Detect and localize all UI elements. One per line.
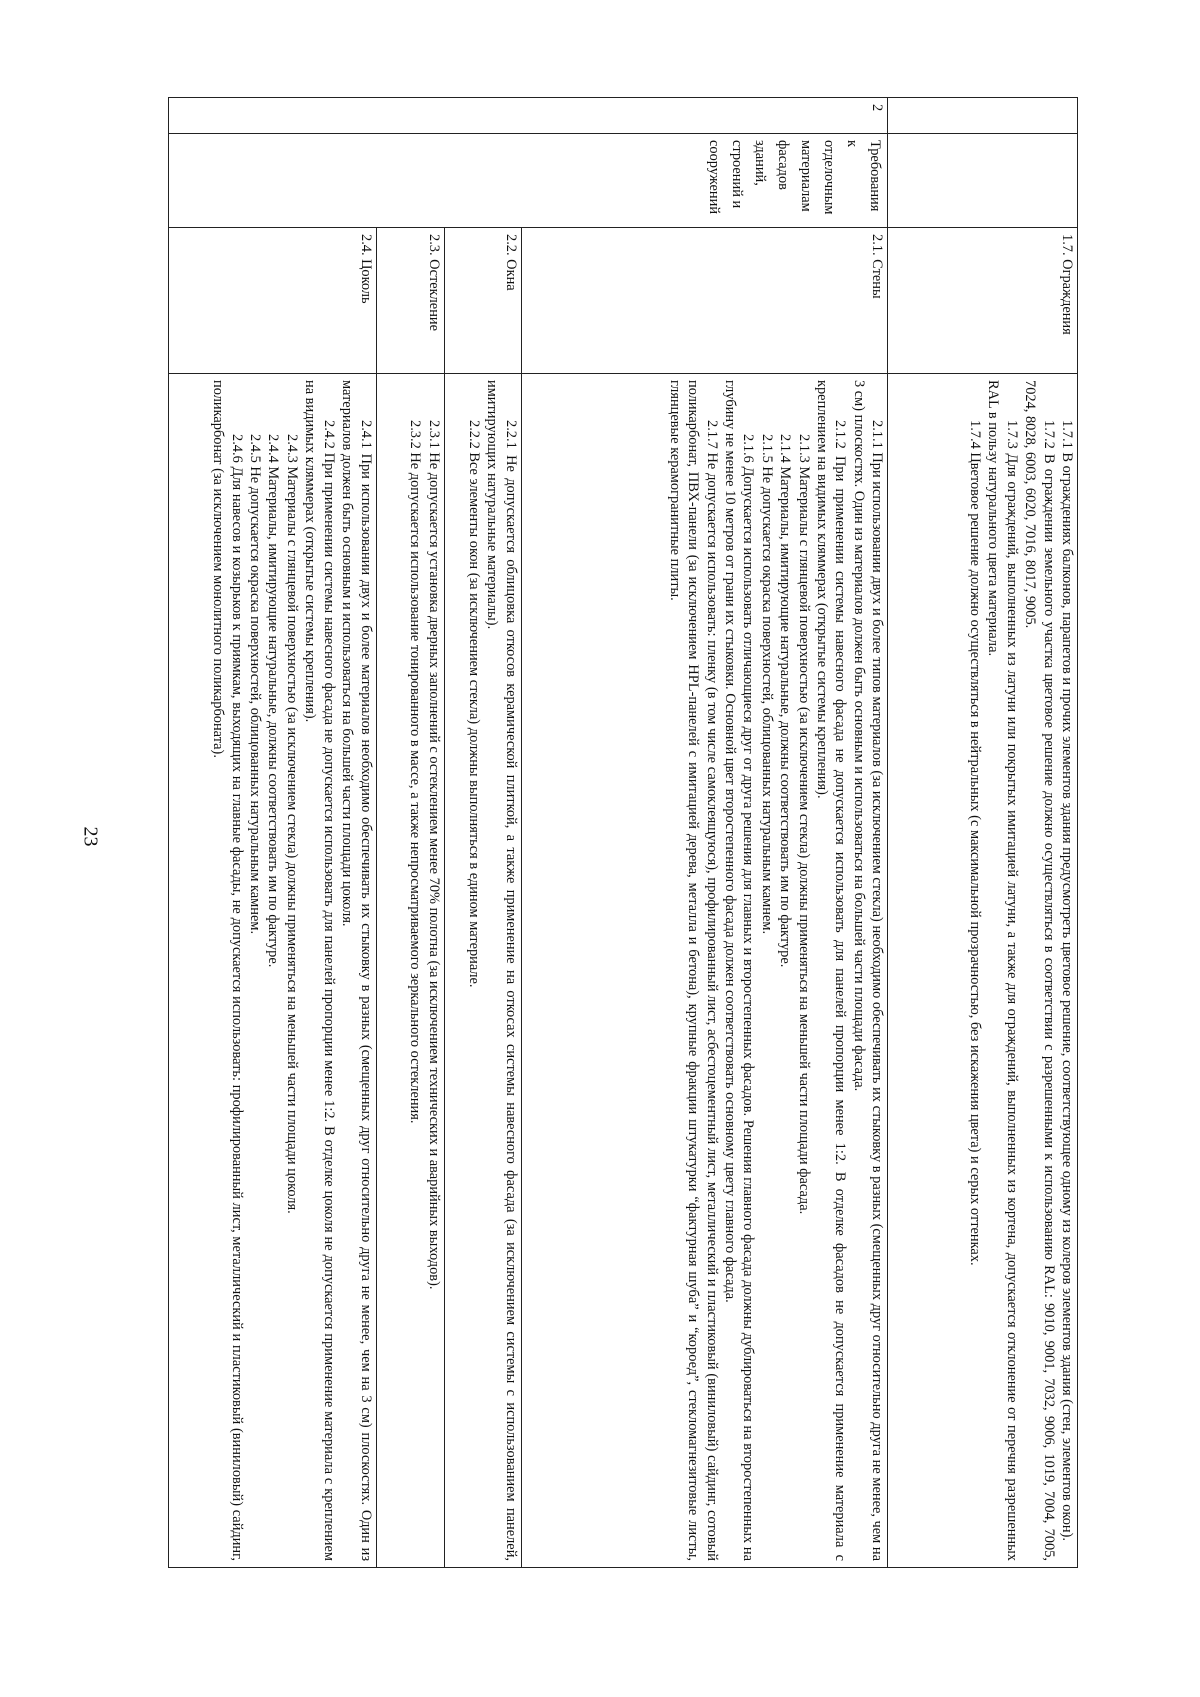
- list-item: 2.4.4 Материалы, имитирующие натуральные, должны соответствовать им по фактуре.: [265, 434, 282, 968]
- list-item: 2.2.2 Все элементы окон (за исключением стекла) должны выполняться в едином материале.: [465, 420, 482, 988]
- list-item: 2.4.5 Не допускается окраска поверхностей, облицованных натуральным камнем.: [247, 434, 264, 935]
- list-item: 2.1.6 Допускается использовать отличающиеся друг от друга решения для главных и второстепенных фасадов. Решения главного фасада должны дублироваться на второстепенных на глубину не менее 10 метров от грани их стыковки. Основной цвет второстепенного фасада должен соответствовать основному цвету главного фасада.: [721, 380, 757, 1561]
- list-item: 1.7.1 В ограждениях балконов, парапетов и прочих элементов здания предусмотреть цветовое решение, соответствующее одному из колеров элементов здания (стен, элементов окон).: [1059, 420, 1075, 1542]
- table-row: [521, 98, 888, 1568]
- page-number: 23: [79, 826, 102, 847]
- list-item: 2.4.6 Для навесов и козырьков к приямкам, выходящих на главные фасады, не допускается использовать: профилированный лист, металлический и пластиковый (виниловый) сайдинг, поликарбонат (за исключением монолитного поликарбоната).: [210, 380, 245, 1561]
- list-item: 2.4.3 Материалы с глянцевой поверхностью (за исключением стекла) должны применяться на меньшей части площади цоколя.: [283, 434, 300, 1214]
- requirements-table: [168, 97, 1078, 1568]
- requirements-text-cell: [521, 374, 888, 1568]
- list-item: 2.4.2 При применении системы навесного фасада не допускается использовать для панелей пропорции менее 1:2. В отделке цоколя не допускается применение материала с креплением на видимых кляммерах (открытые системы крепления).: [302, 380, 337, 1561]
- element-cell: 2.1. Стены: [521, 228, 888, 374]
- requirements-text-cell: [169, 374, 377, 1568]
- requirements-text-cell: [888, 374, 1078, 1568]
- list-item: 2.1.3 Материалы с глянцевой поверхностью (за исключением стекла) должны применяться на меньшей части площади фасада.: [795, 434, 812, 1215]
- table-row: [444, 98, 521, 1568]
- section-number-cell: [888, 98, 1078, 134]
- table-row: [169, 98, 377, 1568]
- list-item: 2.1.7 Не допускается использовать: пленку (в том числе самоклеящуюся), профилированный лист, асбестоцементный лист, металлический и пластиковый (виниловый) сайдинг, сотовый поликарбонат, ПВХ-панели (за исключением HPL-панелей с имитацией дерева, металла и бетона), крупные фракции штукатурки “фактурная шуба” и “короед”, стекломагнезитовые листы, глянцевые керамогранитные плиты.: [666, 380, 720, 1561]
- requirements-text-cell: [444, 374, 521, 1568]
- list-item: 2.4.1 При использовании двух и более материалов необходимо обеспечивать их стыковку в разных (смещенных друг относительно друга не менее, чем на 3 см) плоскостях. Один из материалов должен быть основным и использоваться на большей части площади цоколя.: [339, 380, 374, 1561]
- list-item: 2.1.1 При использовании двух и более типов материалов (за исключением стекла) необходимо обеспечивать их стыковку в разных (смещенных друг относительно друга не менее, чем на 3 см) плоскостях. Один из материалов должен быть основным и использоваться на большей части площади фасада.: [850, 380, 886, 1561]
- list-item: 1.7.2 В ограждении земельного участка цветовое решение должно осуществляться в соответствии с разрешенными к использованию RAL: 9010, 9001, 7032, 9006, 1019, 7004, 7005, 7024, 8028, 6003, 6020, 7016, 8017, 9005.: [1022, 380, 1057, 1561]
- list-item: 2.3.2 Не допускается использование тонированного в массе, а также непросматриваемого зеркального остекления.: [407, 420, 424, 1124]
- list-item: 2.1.4 Материалы, имитирующие натуральные, должны соответствовать им по фактуре.: [777, 434, 794, 968]
- element-cell: 2.4. Цоколь: [169, 228, 377, 374]
- list-item: 1.7.3 Для ограждений, выполненных из латуни или покрытых имитацией латуни, а также для ограждений, выполненных из кортена, допускается отклонение от перечня разрешенных RAL в пользу натурального цвета материала.: [985, 380, 1020, 1561]
- table-row: [376, 98, 444, 1568]
- element-cell: 2.2. Окна: [444, 228, 521, 374]
- table-row: [888, 98, 1078, 1568]
- rotated-table-sheet: [168, 97, 1078, 1567]
- list-item: 1.7.4 Цветовое решение должно осуществляться в нейтральных (с максимальной прозрачностью, без искажения цвета) и серых оттенках.: [966, 420, 983, 1266]
- requirements-text-cell: [376, 374, 444, 1568]
- element-cell: 1.7. Ограждения: [888, 228, 1078, 374]
- section-number-cell: 2: [169, 98, 888, 134]
- requirement-cell: [888, 134, 1078, 228]
- requirement-cell: Требования к отделочным материалам фасадов зданий, строений и сооружений: [169, 134, 888, 228]
- list-item: 2.1.2 При применении системы навесного фасада не допускается использовать для панелей пропорции менее 1:2. В отделке фасадов не допускается применение материала с креплением на видимых кляммерах (открытые системы крепления).: [813, 380, 849, 1561]
- list-item: 2.2.1 Не допускается облицовка откосов керамической плиткой, а также применение на откосах системы навесного фасада (за исключением системы с использованием панелей, имитирующих натуральные материалы).: [484, 380, 519, 1561]
- list-item: 2.3.1 Не допускается установка дверных заполнений с остеклением менее 70% полотна (за исключением технических и аварийных выходов).: [425, 420, 442, 1290]
- element-cell: 2.3. Остекление: [376, 228, 444, 374]
- list-item: 2.1.5 Не допускается окраска поверхностей, облицованных натуральным камнем.: [758, 434, 775, 935]
